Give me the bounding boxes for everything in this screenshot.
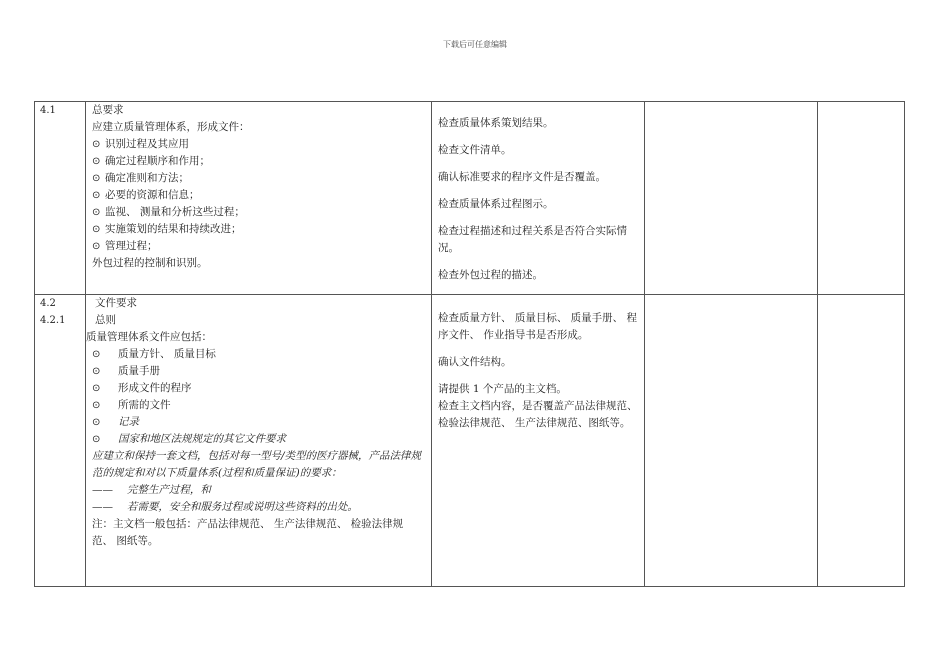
list-item: ⊙ 形成文件的程序 — [86, 380, 427, 397]
circle-bullet-icon: ⊙ — [92, 417, 101, 428]
list-item: ⊙ 必要的资源和信息； — [92, 187, 427, 204]
list-item: ⊙ 确定过程顺序和作用； — [92, 153, 427, 170]
circle-bullet-icon: ⊙ — [92, 190, 101, 201]
list-item: ⊙ 质量方针、 质量目标 — [86, 346, 427, 363]
dash-item: —— 若需要，安全和服务过程或说明这些资料的出处。 — [92, 501, 358, 513]
check-item: 检查质量体系过程图示。 — [438, 198, 554, 210]
audit-table — [34, 101, 905, 587]
list-item: ⊙ 实施策划的结果和持续改进； — [92, 221, 427, 238]
clause-cell — [35, 102, 86, 295]
note-text: 注：主文档一般包括：产品法律规范、 生产法律规范、 检验法律规范、 图纸等。 — [92, 518, 404, 547]
list-item: ⊙ 国家和地区法规规定的其它文件要求 — [86, 431, 427, 448]
check-item: 检查过程描述和过程关系是否符合实际情况。 — [438, 225, 627, 254]
table-row — [35, 295, 905, 587]
check-item: 确认标准要求的程序文件是否覆盖。 — [438, 171, 606, 183]
clause-cell — [35, 295, 86, 587]
requirement-cell — [86, 295, 432, 587]
circle-bullet-icon: ⊙ — [92, 224, 101, 235]
outro-text: 外包过程的控制和识别。 — [92, 257, 208, 269]
clause-number: 4.1 — [40, 105, 56, 116]
table-row — [35, 102, 905, 295]
circle-bullet-icon: ⊙ — [92, 139, 101, 150]
check-item: 检查外包过程的描述。 — [438, 269, 543, 281]
check-item: 请提供 1 个产品的主文档。 — [438, 383, 567, 395]
clause-number: 4.2 — [40, 298, 56, 309]
check-item: 确认文件结构。 — [438, 356, 512, 368]
circle-bullet-icon: ⊙ — [92, 383, 101, 394]
circle-bullet-icon: ⊙ — [92, 156, 101, 167]
circle-bullet-icon: ⊙ — [92, 434, 101, 445]
section-title: 文件要求 — [95, 297, 137, 309]
circle-bullet-icon: ⊙ — [92, 207, 101, 218]
section-title: 总要求 — [92, 104, 124, 116]
clause-number: 4.2.1 — [40, 315, 66, 326]
circle-bullet-icon: ⊙ — [92, 173, 101, 184]
intro-text: 质量管理体系文件应包括： — [86, 331, 212, 343]
check-cell — [432, 102, 645, 295]
empty-cell — [818, 295, 905, 587]
circle-bullet-icon: ⊙ — [92, 349, 101, 360]
check-cell — [432, 295, 645, 587]
empty-cell — [645, 102, 818, 295]
list-item: ⊙ 质量手册 — [86, 363, 427, 380]
check-item: 检查质量体系策划结果。 — [438, 117, 554, 129]
italic-paragraph: 应建立和保持一套文档，包括对每一型号/类型的医疗器械，产品法律规范的规定和对以下质量体系(过程和质量保证)的要求： — [92, 450, 422, 479]
circle-bullet-icon: ⊙ — [92, 241, 101, 252]
check-item: 检查质量方针、 质量目标、 质量手册、 程序文件、 作业指导书是否形成。 — [438, 312, 638, 341]
check-item: 检查文件清单。 — [438, 144, 512, 156]
circle-bullet-icon: ⊙ — [92, 366, 101, 377]
section-subtitle: 总则 — [95, 314, 116, 326]
circle-bullet-icon: ⊙ — [92, 400, 101, 411]
list-item: ⊙ 记录 — [86, 414, 427, 431]
empty-cell — [818, 102, 905, 295]
list-item: ⊙ 所需的文件 — [86, 397, 427, 414]
empty-cell — [645, 295, 818, 587]
check-item: 检查主文档内容，是否覆盖产品法律规范、 检验法律规范、 生产法律规范、图纸等。 — [438, 400, 638, 429]
header-note: 下载后可任意编辑 — [443, 40, 507, 49]
intro-text: 应建立质量管理体系，形成文件： — [92, 121, 250, 133]
list-item: ⊙ 识别过程及其应用 — [92, 136, 427, 153]
list-item: ⊙ 监视、 测量和分析这些过程； — [92, 204, 427, 221]
requirement-cell — [86, 102, 432, 295]
list-item: ⊙ 确定准则和方法； — [92, 170, 427, 187]
dash-item: —— 完整生产过程，和 — [92, 484, 211, 496]
list-item: ⊙ 管理过程； — [92, 238, 427, 255]
